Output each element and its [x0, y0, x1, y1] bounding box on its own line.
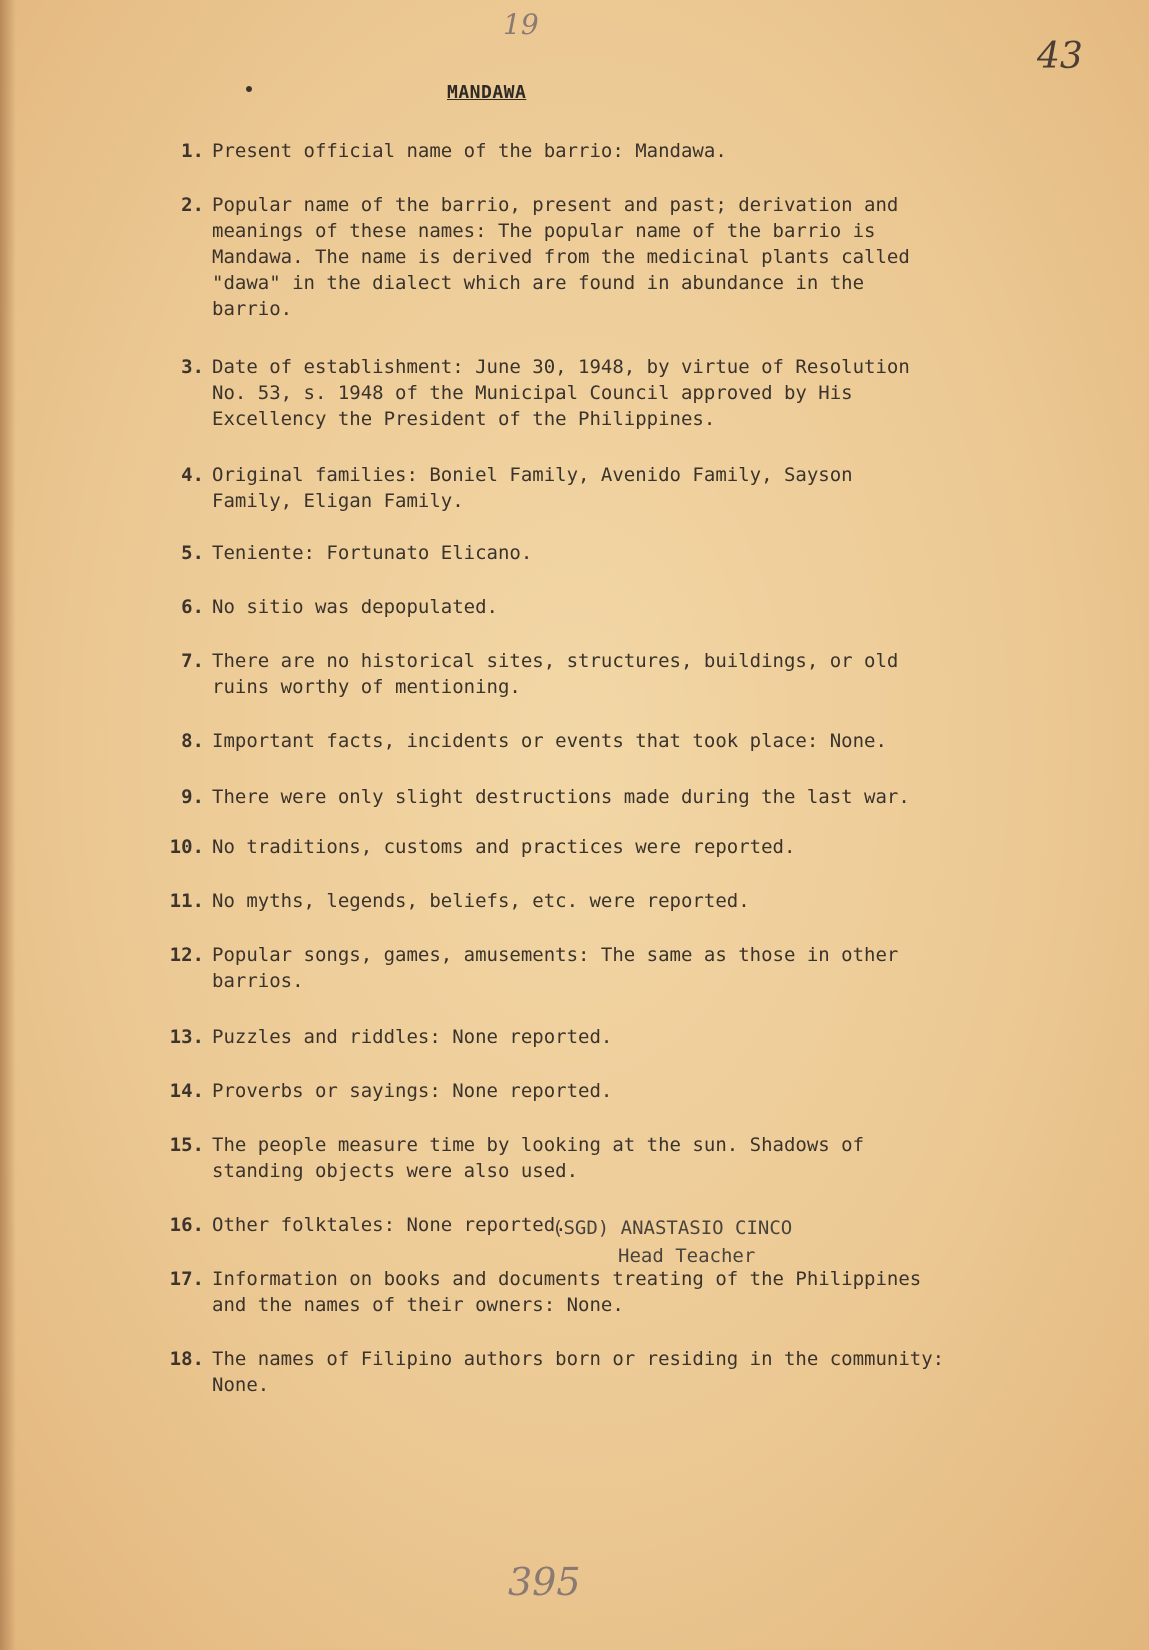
item-number: 5.: [181, 542, 204, 564]
item-number: 11.: [169, 890, 204, 912]
item-text: Information on books and documents treating of the Philippines and the names of their owners: None.: [212, 1268, 922, 1316]
item-text: No myths, legends, beliefs, etc. were reported.: [212, 890, 750, 912]
signatory-name: (SGD) ANASTASIO CINCO: [552, 1217, 793, 1239]
list-item: [166, 462, 1046, 514]
item-number: 10.: [169, 836, 204, 858]
list-item: [166, 138, 1046, 164]
list-item: [166, 1132, 1046, 1184]
list-item: [166, 834, 1046, 860]
item-number: 6.: [181, 596, 204, 618]
item-number: 8.: [181, 730, 204, 752]
item-number: 7.: [181, 650, 204, 672]
item-text: There were only slight destructions made during the last war.: [212, 786, 910, 808]
item-text: Puzzles and riddles: None reported.: [212, 1026, 613, 1048]
list-item: [166, 888, 1046, 914]
item-text: Important facts, incidents or events that took place: None.: [212, 730, 887, 752]
list-item: [166, 942, 1046, 994]
item-text: Teniente: Fortunato Elicano.: [212, 542, 533, 564]
page-edge-shadow: [0, 0, 16, 1650]
ink-dot: [246, 86, 252, 92]
item-text: Present official name of the barrio: Mandawa.: [212, 140, 727, 162]
signatory-title: Head Teacher: [618, 1245, 756, 1267]
item-text: The names of Filipino authors born or residing in the community: None.: [212, 1348, 945, 1396]
list-item: [166, 1078, 1046, 1104]
signature-block: [552, 1214, 792, 1270]
item-text: Popular songs, games, amusements: The same as those in other barrios.: [212, 944, 899, 992]
list-item: [166, 1346, 1046, 1398]
item-text: No sitio was depopulated.: [212, 596, 498, 618]
item-number: 17.: [169, 1268, 204, 1290]
list-item: [166, 192, 1046, 322]
item-text: Other folktales: None reported.: [212, 1214, 567, 1236]
item-text: Original families: Boniel Family, Avenido Family, Sayson Family, Eligan Family.: [212, 464, 853, 512]
list-item: [166, 354, 1046, 432]
item-number: 2.: [181, 194, 204, 216]
list-item: [166, 784, 1046, 810]
page-title: MANDAWA: [447, 82, 527, 103]
item-number: 12.: [169, 944, 204, 966]
item-text: Proverbs or sayings: None reported.: [212, 1080, 613, 1102]
item-number: 18.: [169, 1348, 204, 1370]
handwritten-folio-bottom: 395: [508, 1560, 581, 1604]
list-item: [166, 1024, 1046, 1050]
item-number: 14.: [169, 1080, 204, 1102]
item-text: No traditions, customs and practices were reported.: [212, 836, 796, 858]
list-item: [166, 540, 1046, 566]
item-number: 4.: [181, 464, 204, 486]
list-item: [166, 594, 1046, 620]
item-number: 13.: [169, 1026, 204, 1048]
item-number: 9.: [181, 786, 204, 808]
item-text: There are no historical sites, structures, buildings, or old ruins worthy of mentioning.: [212, 650, 899, 698]
handwritten-folio-top: 19: [503, 8, 539, 41]
item-number: 15.: [169, 1134, 204, 1156]
handwritten-folio-corner: 43: [1037, 36, 1083, 77]
item-text: Date of establishment: June 30, 1948, by virtue of Resolution No. 53, s. 1948 of the Municipal Council approved by His Excellency the President of the Philippines.: [212, 356, 910, 430]
item-text: The people measure time by looking at the sun. Shadows of standing objects were also used.: [212, 1134, 865, 1182]
item-number: 3.: [181, 356, 204, 378]
list-item: [166, 728, 1046, 754]
list-item: [166, 1266, 1046, 1318]
list-item: [166, 648, 1046, 700]
item-number: 1.: [181, 140, 204, 162]
item-text: Popular name of the barrio, present and past; derivation and meanings of these names: The popular name of the barrio is Mandawa. The name is derived from the medicinal plants called "dawa" in the dialect which are found in abundance in the barrio.: [212, 194, 910, 320]
item-number: 16.: [169, 1214, 204, 1236]
